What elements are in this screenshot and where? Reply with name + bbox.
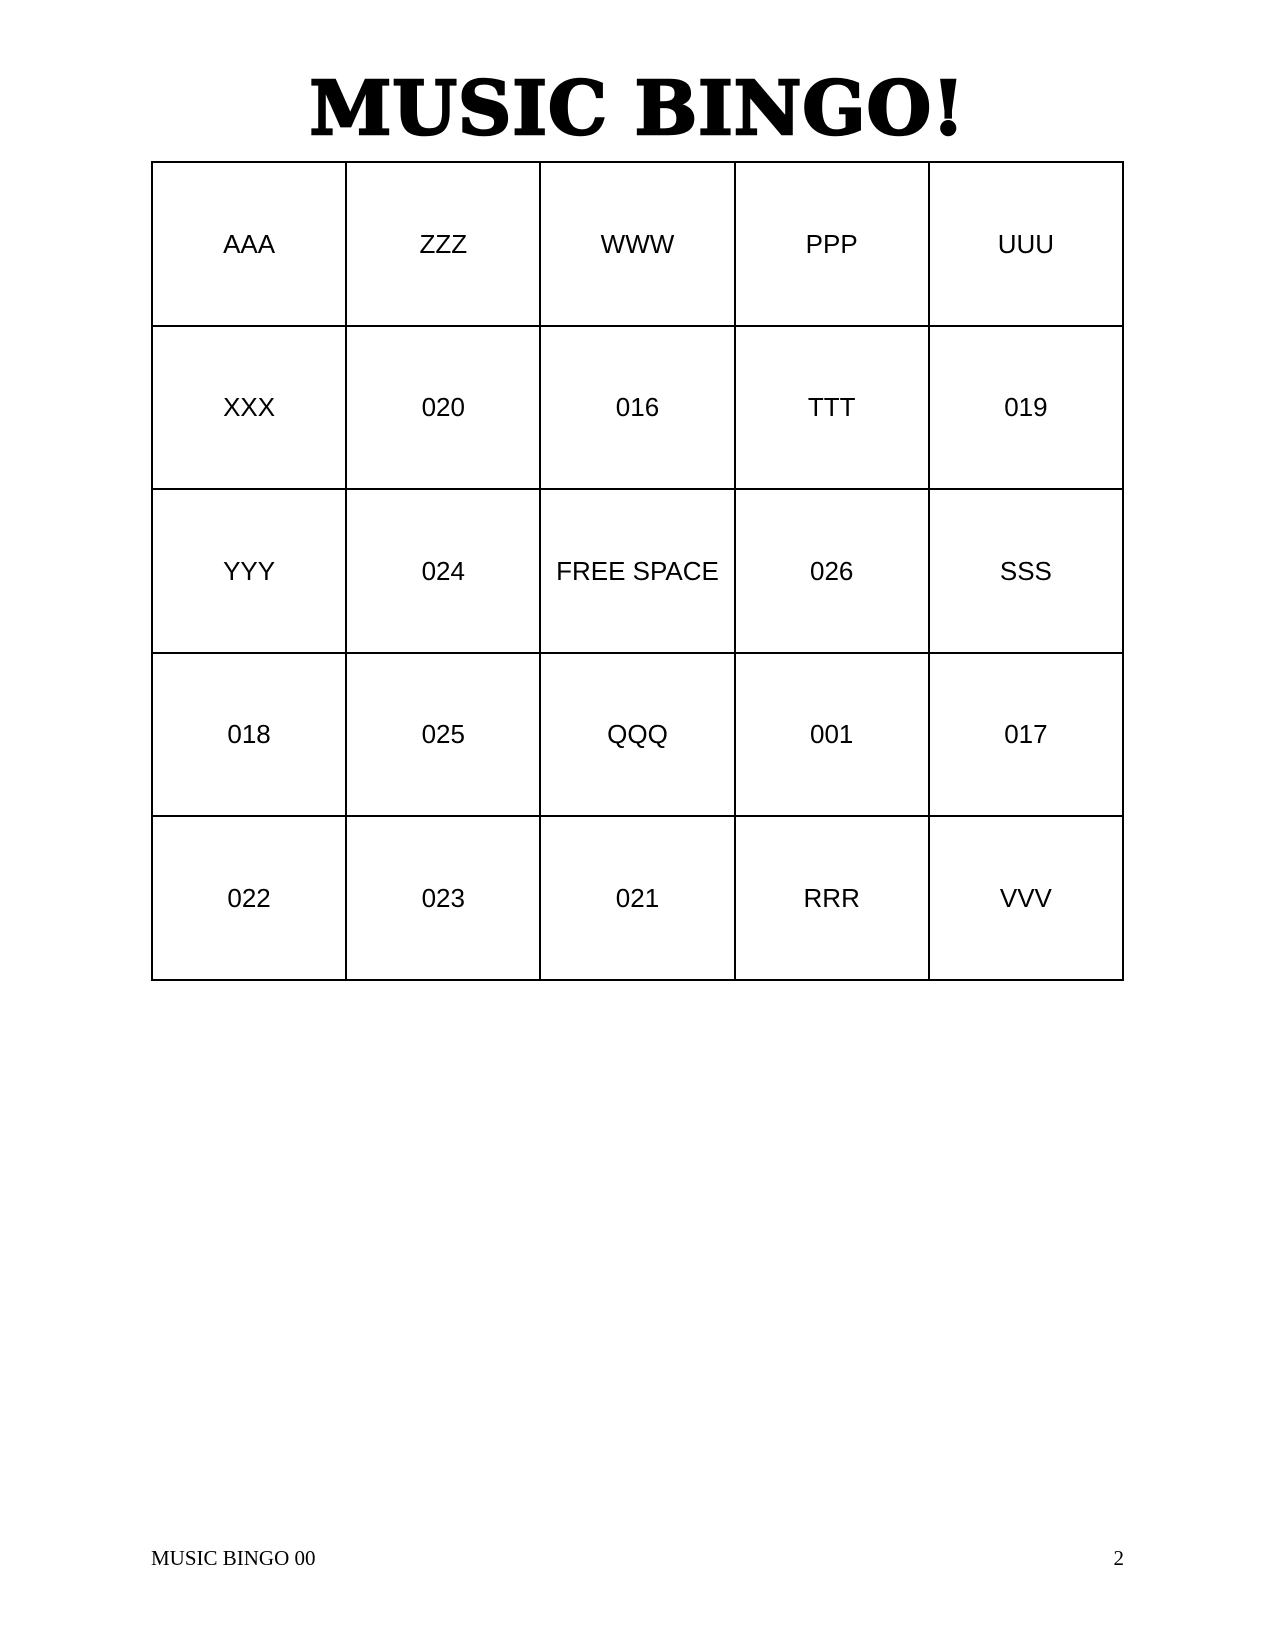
bingo-cell-r2c1 — [153, 327, 345, 489]
bingo-cell-label: WWW — [600, 228, 675, 259]
bingo-cell-free-space — [541, 490, 733, 652]
page-number: 2 — [1113, 1546, 1124, 1570]
bingo-cell-label: SSS — [999, 555, 1052, 586]
bingo-cell-label: YYY — [223, 555, 276, 586]
bingo-cell-label: TTT — [807, 392, 856, 423]
bingo-cell-r1c3 — [541, 163, 733, 325]
bingo-cell-label: AAA — [223, 228, 276, 259]
bingo-cell-label: 025 — [421, 719, 465, 750]
bingo-cell-label: 017 — [1004, 719, 1048, 750]
bingo-cell-label: 018 — [227, 719, 271, 750]
bingo-cell-label: 026 — [810, 555, 854, 586]
bingo-cell-r3c2 — [347, 490, 539, 652]
bingo-cell-r5c1 — [153, 817, 345, 979]
bingo-grid — [151, 161, 1124, 981]
bingo-cell-r3c1 — [153, 490, 345, 652]
bingo-cell-r5c4 — [736, 817, 928, 979]
bingo-cell-r2c4 — [736, 327, 928, 489]
bingo-cell-r2c3 — [541, 327, 733, 489]
page-footer — [151, 1546, 1124, 1571]
bingo-cell-r4c4 — [736, 654, 928, 816]
bingo-cell-label: XXX — [223, 392, 276, 423]
bingo-cell-label: 022 — [227, 882, 271, 913]
bingo-cell-r5c3 — [541, 817, 733, 979]
footer-title: MUSIC BINGO 00 — [151, 1546, 316, 1570]
bingo-cell-r3c5 — [930, 490, 1122, 652]
bingo-cell-label: 024 — [421, 555, 465, 586]
bingo-cell-r1c1 — [153, 163, 345, 325]
bingo-cell-r4c2 — [347, 654, 539, 816]
bingo-cell-r3c4 — [736, 490, 928, 652]
bingo-cell-label: 021 — [615, 882, 660, 913]
bingo-cell-label: 023 — [421, 882, 465, 913]
bingo-cell-r1c4 — [736, 163, 928, 325]
bingo-cell-r4c3 — [541, 654, 733, 816]
bingo-cell-r2c5 — [930, 327, 1122, 489]
bingo-cell-r2c2 — [347, 327, 539, 489]
bingo-cell-label: FREE SPACE — [556, 555, 719, 586]
bingo-cell-r4c5 — [930, 654, 1122, 816]
bingo-cell-label: RRR — [803, 882, 860, 913]
bingo-cell-label: 001 — [810, 719, 854, 750]
bingo-cell-label: PPP — [805, 228, 858, 259]
bingo-cell-r1c2 — [347, 163, 539, 325]
bingo-cell-r5c5 — [930, 817, 1122, 979]
page-title: MUSIC BINGO! — [309, 66, 966, 152]
bingo-cell-label: 019 — [1004, 392, 1048, 423]
bingo-cell-label: UUU — [997, 228, 1055, 259]
bingo-cell-label: 016 — [615, 392, 660, 423]
bingo-cell-label: VVV — [999, 882, 1052, 913]
bingo-cell-r1c5 — [930, 163, 1122, 325]
bingo-cell-label: 020 — [421, 392, 465, 423]
bingo-cell-label: QQQ — [607, 719, 668, 750]
bingo-cell-r5c2 — [347, 817, 539, 979]
bingo-cell-label: ZZZ — [419, 228, 468, 259]
bingo-cell-r4c1 — [153, 654, 345, 816]
